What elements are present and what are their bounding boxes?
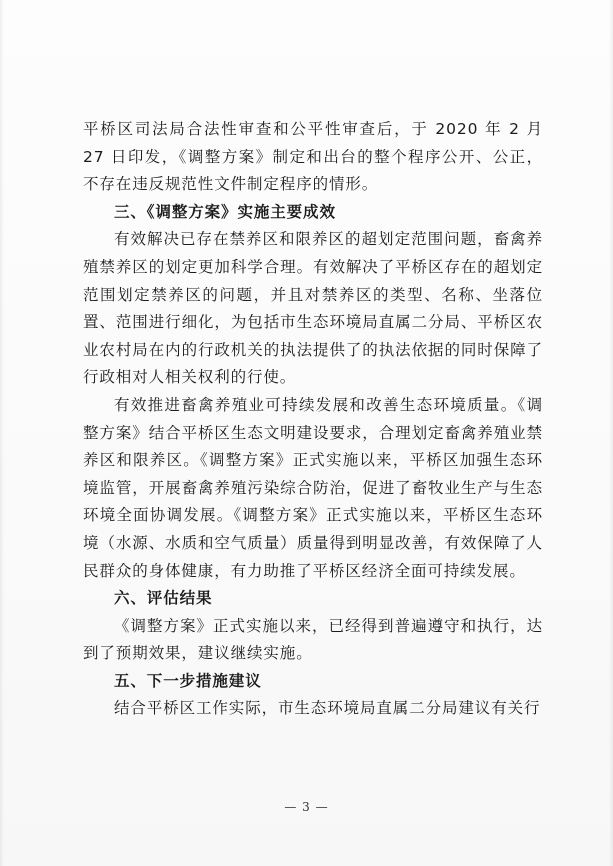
paragraph-effect-boundary: 有效解决已存在禁养区和限养区的超划定范围问题，畜禽养殖禁养区的划定更加科学合理。有效解决了平桥区存在的超划定范围划定禁养区的问题，并且对禁养区的类型、名称、坐落位置、范围进行细化，为包括市生态环境局直属二分局、平桥区农业农村局在内的行政机关的执法提供了的执法依据的同时保障了行政相对人相关权利的行使。 [83, 230, 543, 387]
document-body [83, 116, 543, 723]
paragraph-next-steps: 结合平桥区工作实际，市生态环境局直属二分局建议有关行 [114, 699, 541, 718]
heading-evaluation-result: 六、评估结果 [114, 589, 213, 608]
heading-main-effects: 三、《调整方案》实施主要成效 [114, 202, 336, 221]
heading-next-steps: 五、下一步措施建议 [114, 671, 262, 690]
paragraph-effect-environment: 有效推进畜禽养殖业可持续发展和改善生态环境质量。《调整方案》结合平桥区生态文明建设要求，合理划定畜禽养殖业禁养区和限养区。《调整方案》正式实施以来，平桥区加强生态环境监管，开展畜禽养殖污染综合防治，促进了畜牧业生产与生态环境全面协调发展。《调整方案》正式实施以来，平桥区生态环境（水源、水质和空气质量）质量得到明显改善，有效保障了人民群众的身体健康，有力助推了平桥区经济全面可持续发展。 [83, 395, 543, 580]
paragraph-evaluation: 《调整方案》正式实施以来，已经得到普遍遵守和执行，达到了预期效果，建议继续实施。 [83, 616, 543, 663]
page-number: — 3 — [284, 800, 329, 814]
scan-shadow-left [0, 0, 4, 866]
paragraph-review-result: 平桥区司法局合法性审查和公平性审查后，于 2020 年 2 月 27 日印发，《调整方案》制定和出台的整个程序公开、公正，不存在违反规范性文件制定程序的情形。 [83, 120, 543, 194]
scan-shadow-right [609, 0, 613, 866]
